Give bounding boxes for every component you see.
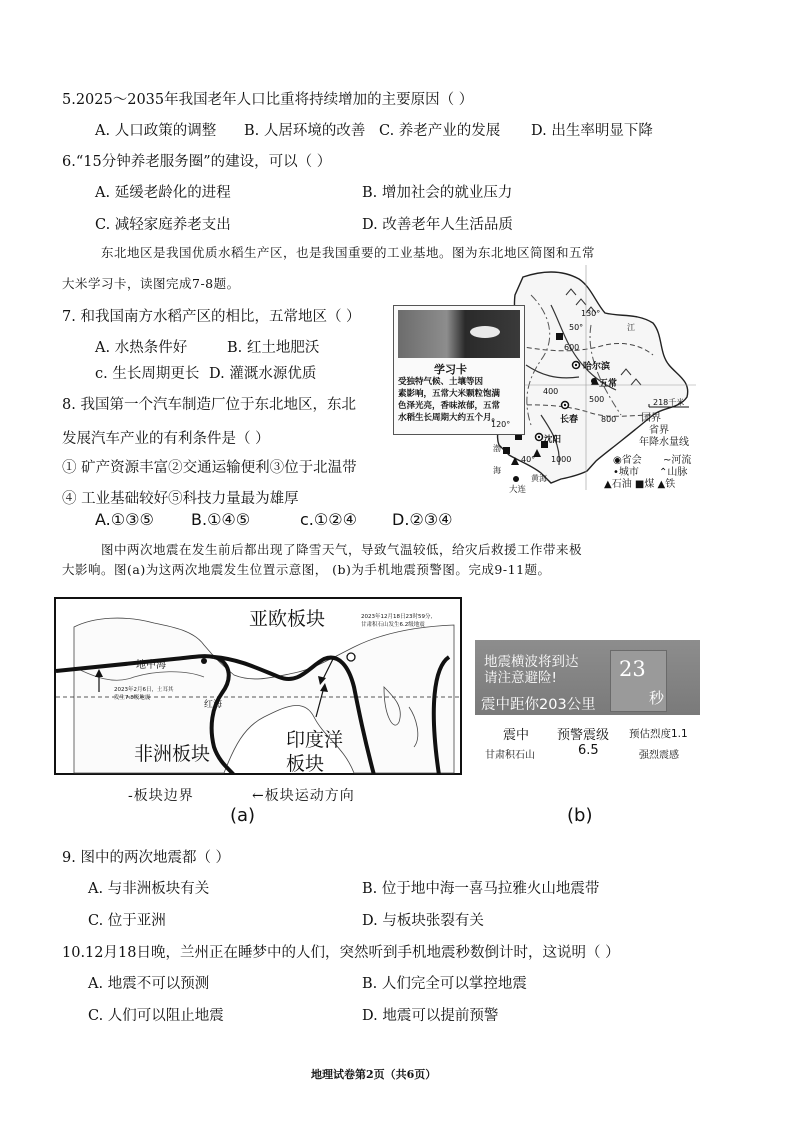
q7-stem: 7. 和我国南方水稻产区的相比，五常地区（ ） [62, 309, 361, 325]
alert-message: 地震横波将到达 请注意避险! [484, 654, 579, 686]
study-card-text-1: 受独特气候、土壤等因 [398, 377, 484, 387]
legend-river: ~河流 [663, 455, 692, 466]
legend-precip-line: 年降水量线 [639, 437, 689, 448]
q7-option-d[interactable]: D. 灌溉水源优质 [209, 366, 317, 382]
q8-conditions-1: ① 矿产资源丰富②交通运输便利③位于北温带 [62, 460, 357, 476]
q10-stem: 10.12月18日晚，兰州正在睡梦中的人们，突然听到手机地震秒数倒计时，这说明（ ） [62, 945, 620, 961]
study-card [393, 305, 525, 435]
q6-option-c[interactable]: C. 减轻家庭养老支出 [95, 217, 231, 233]
countdown-unit: 秒 [649, 689, 665, 707]
map-scale: 218千米 [653, 398, 685, 407]
magnitude-value: 6.5 [578, 743, 599, 758]
q8-option-d[interactable]: D.②③④ [392, 510, 453, 529]
study-card-title: 学习卡 [434, 363, 467, 376]
isoline-800: 800 [601, 415, 617, 424]
countdown-seconds: 23 [619, 657, 646, 681]
intro-7-8-line2: 大米学习卡，读图完成7-8题。 [62, 276, 240, 291]
lon-130: 130° [581, 309, 601, 318]
q8-stem-line1: 8. 我国第一个汽车制造厂位于东北地区，东北 [62, 397, 356, 413]
rice-photo [398, 310, 520, 358]
q10-option-c[interactable]: C. 人们可以阻止地震 [88, 1008, 224, 1024]
intensity-value: 强烈震感 [639, 750, 679, 761]
q10-option-b[interactable]: B. 人们完全可以掌控地震 [362, 976, 527, 992]
sea-yellow: 黄海 [531, 474, 547, 483]
isoline-1000: 1000 [551, 455, 572, 464]
q7-option-a[interactable]: A. 水热条件好 [95, 340, 188, 356]
phone-warning-screen [475, 640, 700, 765]
q9-option-d[interactable]: D. 与板块张裂有关 [362, 913, 484, 929]
study-card-text-4: 水稻生长周期大约五个月。 [398, 413, 501, 423]
magnitude-header: 预警震级 [557, 728, 610, 743]
epicenter-value: 甘肃积石山 [485, 750, 535, 761]
city-shenyang: 沈阳 [544, 435, 562, 445]
legend-provincial-boundary: 省界 [649, 425, 669, 436]
q8-option-b[interactable]: B.①④⑤ [191, 510, 251, 529]
q5-option-a[interactable]: A. 人口政策的调整 [95, 123, 217, 139]
city-wuchang: 五常 [599, 379, 618, 389]
legend-capital: ◉省会 [613, 455, 642, 466]
q8-option-c[interactable]: c.①②④ [300, 510, 357, 529]
intro-9-11-line2: 大影响。图(a)为这两次地震发生位置示意图， (b)为手机地震预警图。完成9-11题。 [62, 562, 551, 577]
q10-option-d[interactable]: D. 地震可以提前预警 [362, 1008, 499, 1024]
intro-7-8-line1: 东北地区是我国优质水稻生产区，也是我国重要的工业基地。图为东北地区简图和五常 [101, 245, 596, 260]
note-gansu-quake: 2023年12月18日23时59分, 甘肃积石山发生6.2级地震 [361, 614, 433, 628]
page-footer: 地理试卷第2页（共6页） [311, 1068, 437, 1081]
river-label: 江 [627, 323, 635, 332]
q9-option-b[interactable]: B. 位于地中海一喜马拉雅火山地震带 [362, 881, 600, 897]
legend-city: •城市 [613, 467, 639, 478]
q7-option-b[interactable]: B. 红土地肥沃 [227, 340, 320, 356]
q5-option-c[interactable]: C. 养老产业的发展 [379, 123, 501, 139]
study-card-text-3: 色泽光亮，香味浓郁，五常 [398, 401, 501, 411]
label-indian-plate: 板块 [286, 753, 325, 775]
intensity-header: 预估烈度1.1 [629, 728, 688, 740]
isoline-600: 600 [564, 343, 580, 352]
lon-120: 120° [491, 420, 511, 429]
northeast-china-map [391, 265, 700, 495]
q6-option-d[interactable]: D. 改善老年人生活品质 [362, 217, 513, 233]
q9-stem: 9. 图中的两次地震都（ ） [62, 850, 231, 866]
label-eurasian-plate: 亚欧板块 [249, 608, 326, 630]
q10-option-a[interactable]: A. 地震不可以预测 [88, 976, 210, 992]
sea-bo: 渤 [493, 444, 501, 453]
label-african-plate: 非洲板块 [134, 743, 211, 765]
q9-option-c[interactable]: C. 位于亚洲 [88, 913, 166, 929]
lat-50: 50° [569, 323, 584, 332]
q6-stem: 6.“15分钟养老服务圈”的建设，可以（ ） [62, 154, 332, 170]
isoline-400: 400 [543, 387, 559, 396]
alert-distance: 震中距你203公里 [481, 697, 596, 713]
study-card-text-2: 素影响，五常大米颗粒饱满 [398, 389, 501, 399]
q5-stem: 5.2025～2035年我国老年人口比重将持续增加的主要原因（ ） [62, 92, 474, 108]
q9-option-a[interactable]: A. 与非洲板块有关 [88, 881, 210, 897]
legend-mountain: ⌃山脉 [659, 467, 688, 478]
label-mediterranean: 地中海 [136, 660, 166, 671]
q7-option-c[interactable]: c. 生长周期更长 [95, 366, 200, 382]
label-indian-ocean: 印度洋 [286, 729, 344, 751]
q5-option-d[interactable]: D. 出生率明显下降 [531, 123, 653, 139]
q8-conditions-2: ④ 工业基础较好⑤科技力量最为雄厚 [62, 491, 299, 507]
map-legend [613, 413, 689, 449]
city-changchun: 长春 [560, 415, 579, 425]
oil-icon: ▲ [604, 479, 612, 490]
legend-plate-boundary: -板块边界 [128, 788, 194, 804]
intro-9-11-line1: 图中两次地震在发生前后都出现了降雪天气，导致气温较低，给灾后救援工作带来极 [101, 542, 583, 557]
q6-option-a[interactable]: A. 延缓老龄化的进程 [95, 185, 231, 201]
caption-b: (b) [567, 805, 593, 826]
epicenter-header: 震中 [503, 728, 530, 743]
caption-a: (a) [230, 805, 256, 826]
countdown-box [610, 650, 667, 712]
coal-icon: ■ [634, 479, 645, 490]
q8-option-a[interactable]: A.①③⑤ [95, 510, 154, 529]
iron-icon: ▲ [657, 479, 666, 490]
lat-40: 40° [521, 455, 536, 464]
plate-map [54, 597, 462, 775]
legend-plate-motion: ←板块运动方向 [252, 788, 355, 804]
legend-resources: ▲石油 ■煤 ▲铁 [604, 479, 676, 490]
sea-hai: 海 [493, 466, 501, 475]
q8-stem-line2: 发展汽车产业的有利条件是（ ） [62, 431, 270, 447]
city-dalian: 大连 [509, 485, 527, 495]
q6-option-b[interactable]: B. 增加社会的就业压力 [362, 185, 513, 201]
legend-national-boundary: 国界 [641, 413, 661, 424]
isoline-500: 500 [589, 395, 605, 404]
city-harbin: 哈尔滨 [583, 362, 611, 372]
label-red-sea: 红海 [204, 700, 223, 710]
note-turkey-quake: 2023年2月6日，土耳其 发生7.8级地震 [114, 687, 174, 701]
q5-option-b[interactable]: B. 人居环境的改善 [244, 123, 366, 139]
